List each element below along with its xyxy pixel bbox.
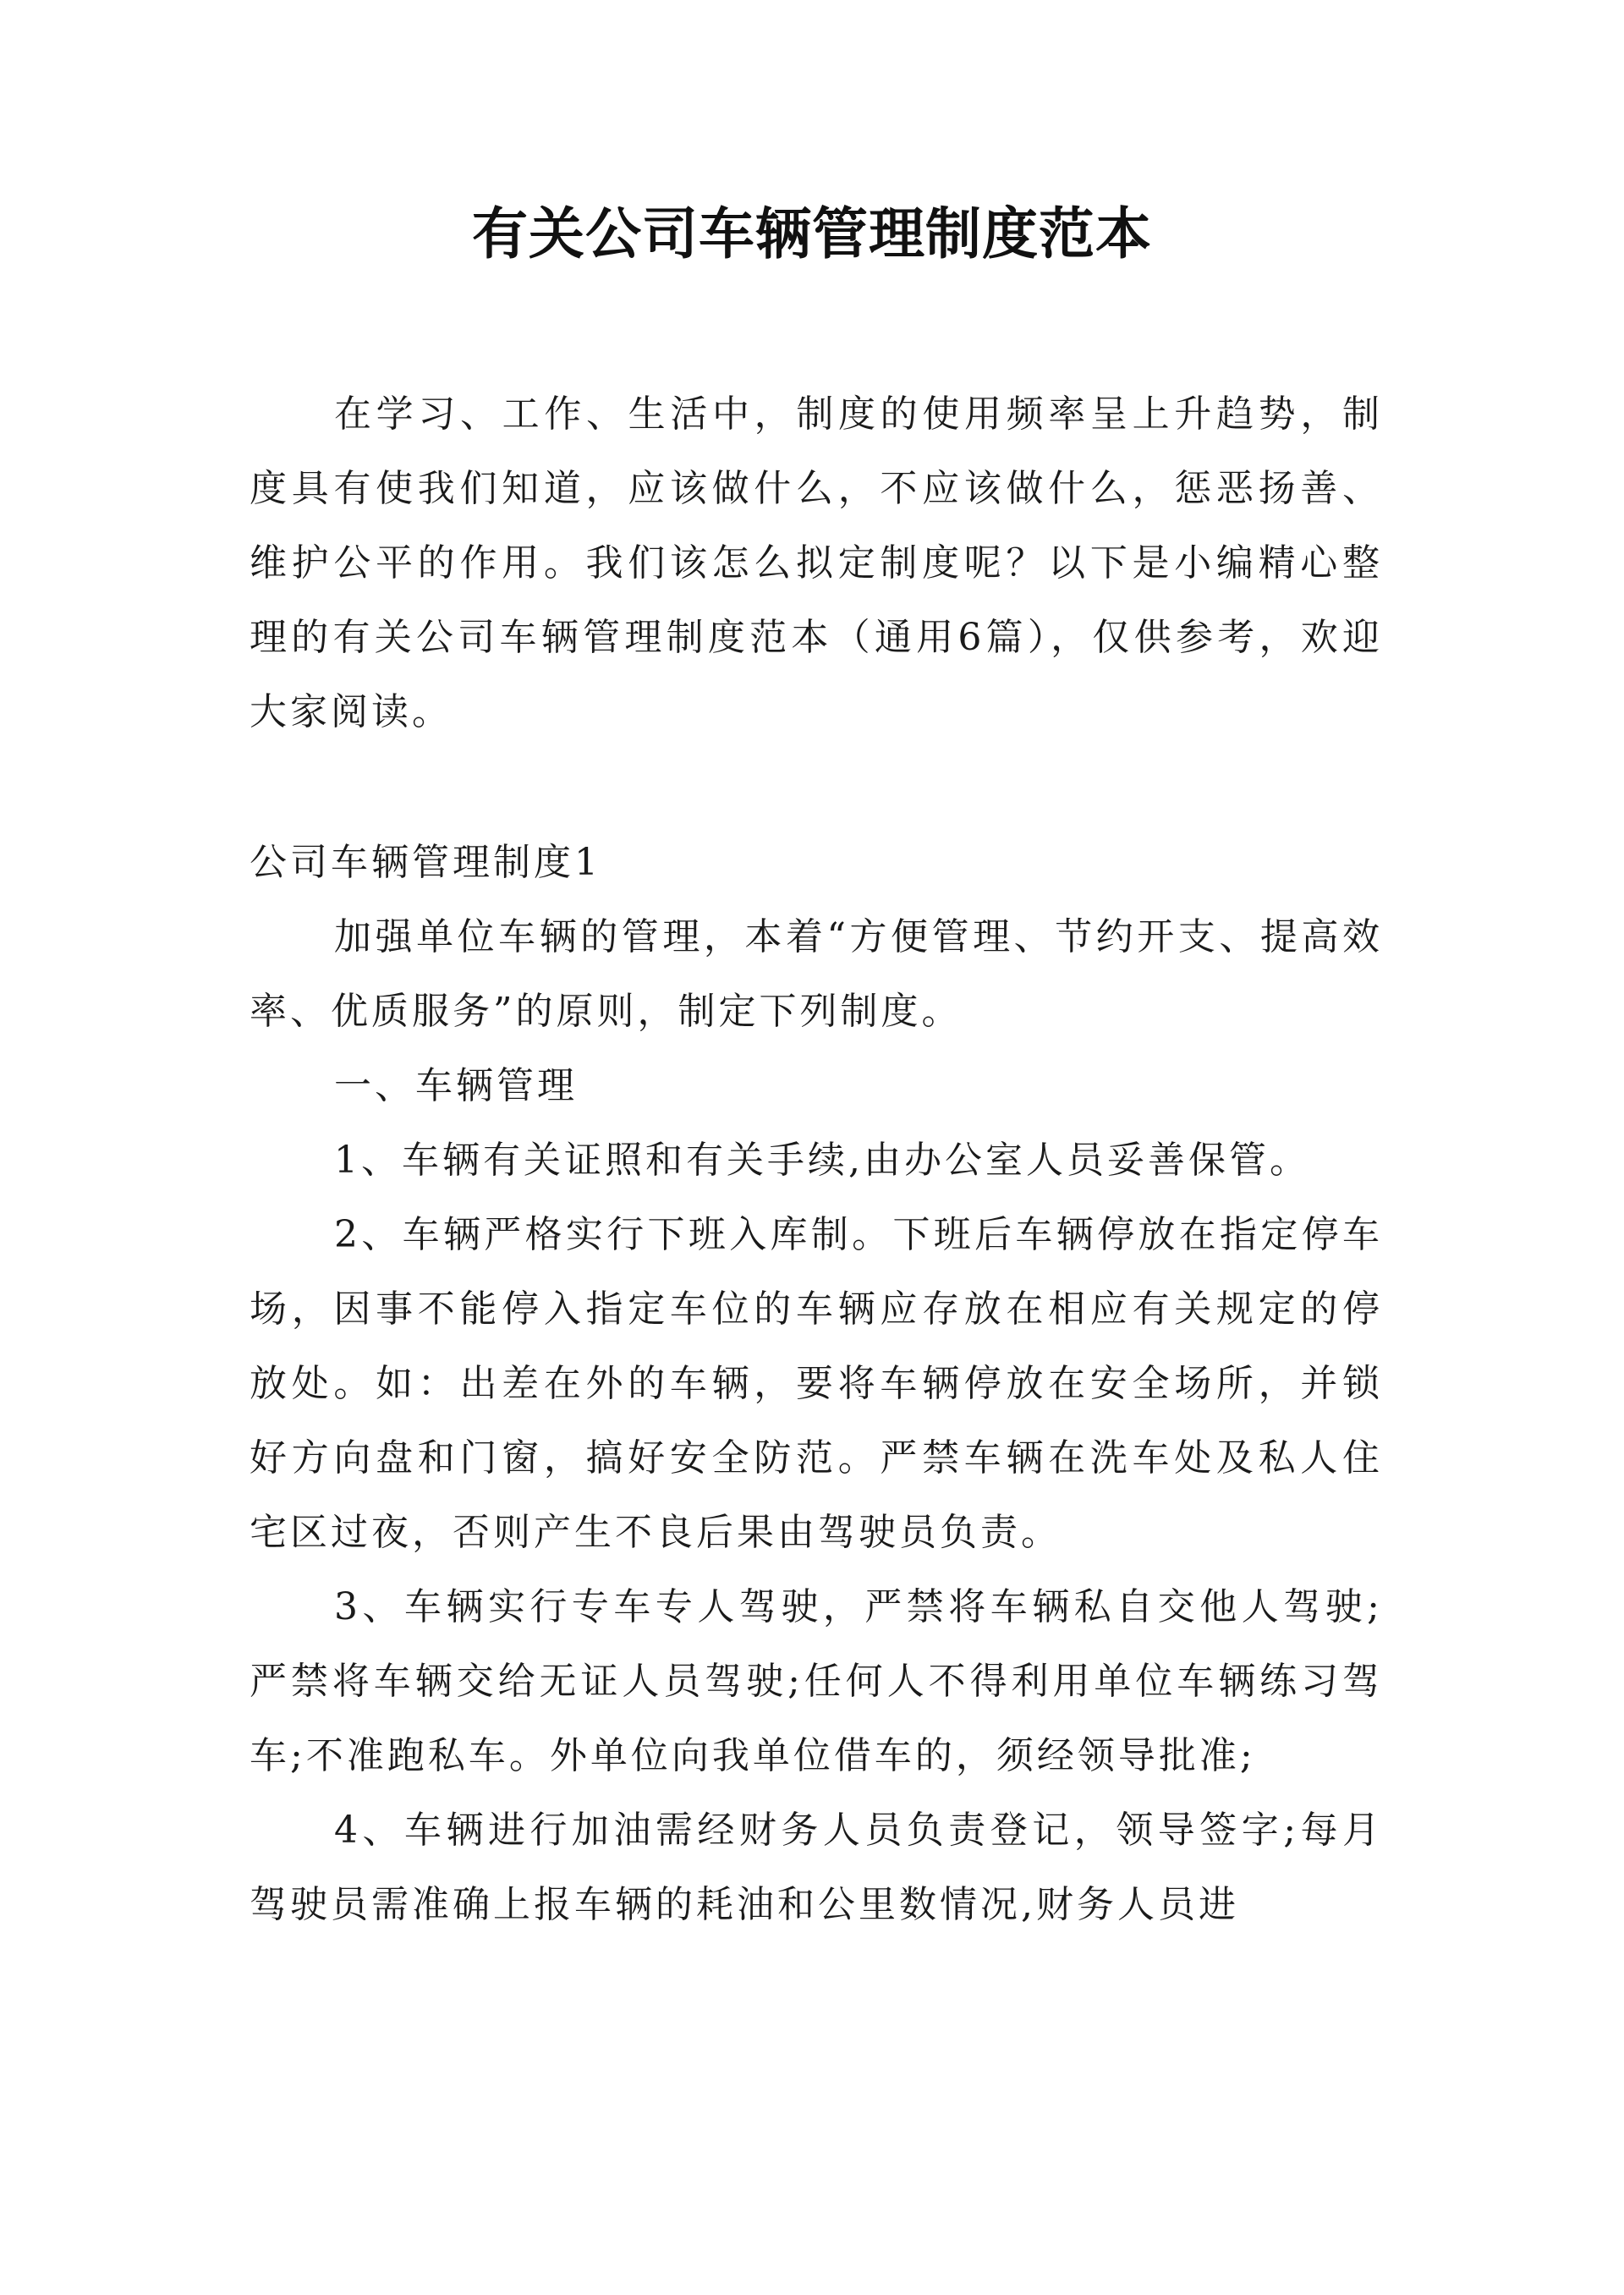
intro-paragraph: 在学习、工作、生活中，制度的使用频率呈上升趋势，制度具有使我们知道，应该做什么，不应该做什么，惩恶扬善、维护公平的作用。我们该怎么拟定制度呢？以下是小编精心整理的有关公司车辆管理制度范本（通用6篇），仅供参考，欢迎大家阅读。 <box>250 393 1383 733</box>
document-title: 有关公司车辆管理制度范本 <box>472 201 1152 266</box>
body-paragraph: 加强单位车辆的管理，本着“方便管理、节约开支、提高效率、优质服务”的原则，制定下列制度。 <box>250 915 1383 1033</box>
body-paragraph: 2、车辆严格实行下班入库制。下班后车辆停放在指定停车场，因事不能停入指定车位的车辆应存放在相应有关规定的停放处。如：出差在外的车辆，要将车辆停放在安全场所，并锁好方向盘和门窗，搞好安全防范。严禁车辆在洗车处及私人住宅区过夜，否则产生不良后果由驾驶员负责。 <box>250 1213 1383 1554</box>
body-paragraph: 1、车辆有关证照和有关手续,由办公室人员妥善保管。 <box>334 1139 1310 1182</box>
section-heading: 公司车辆管理制度1 <box>250 841 601 884</box>
subsection-heading: 一、车辆管理 <box>334 1064 578 1107</box>
body-paragraph: 3、车辆实行专车专人驾驶，严禁将车辆私自交他人驾驶;严禁将车辆交给无证人员驾驶;任何人不得利用单位车辆练习驾车;不准跑私车。外单位向我单位借车的，须经领导批准; <box>250 1585 1383 1777</box>
body-paragraph: 4、车辆进行加油需经财务人员负责登记，领导签字;每月驾驶员需准确上报车辆的耗油和公里数情况,财务人员进 <box>250 1809 1383 1926</box>
document-body <box>250 377 1383 1942</box>
paragraph-spacer <box>250 749 1383 826</box>
